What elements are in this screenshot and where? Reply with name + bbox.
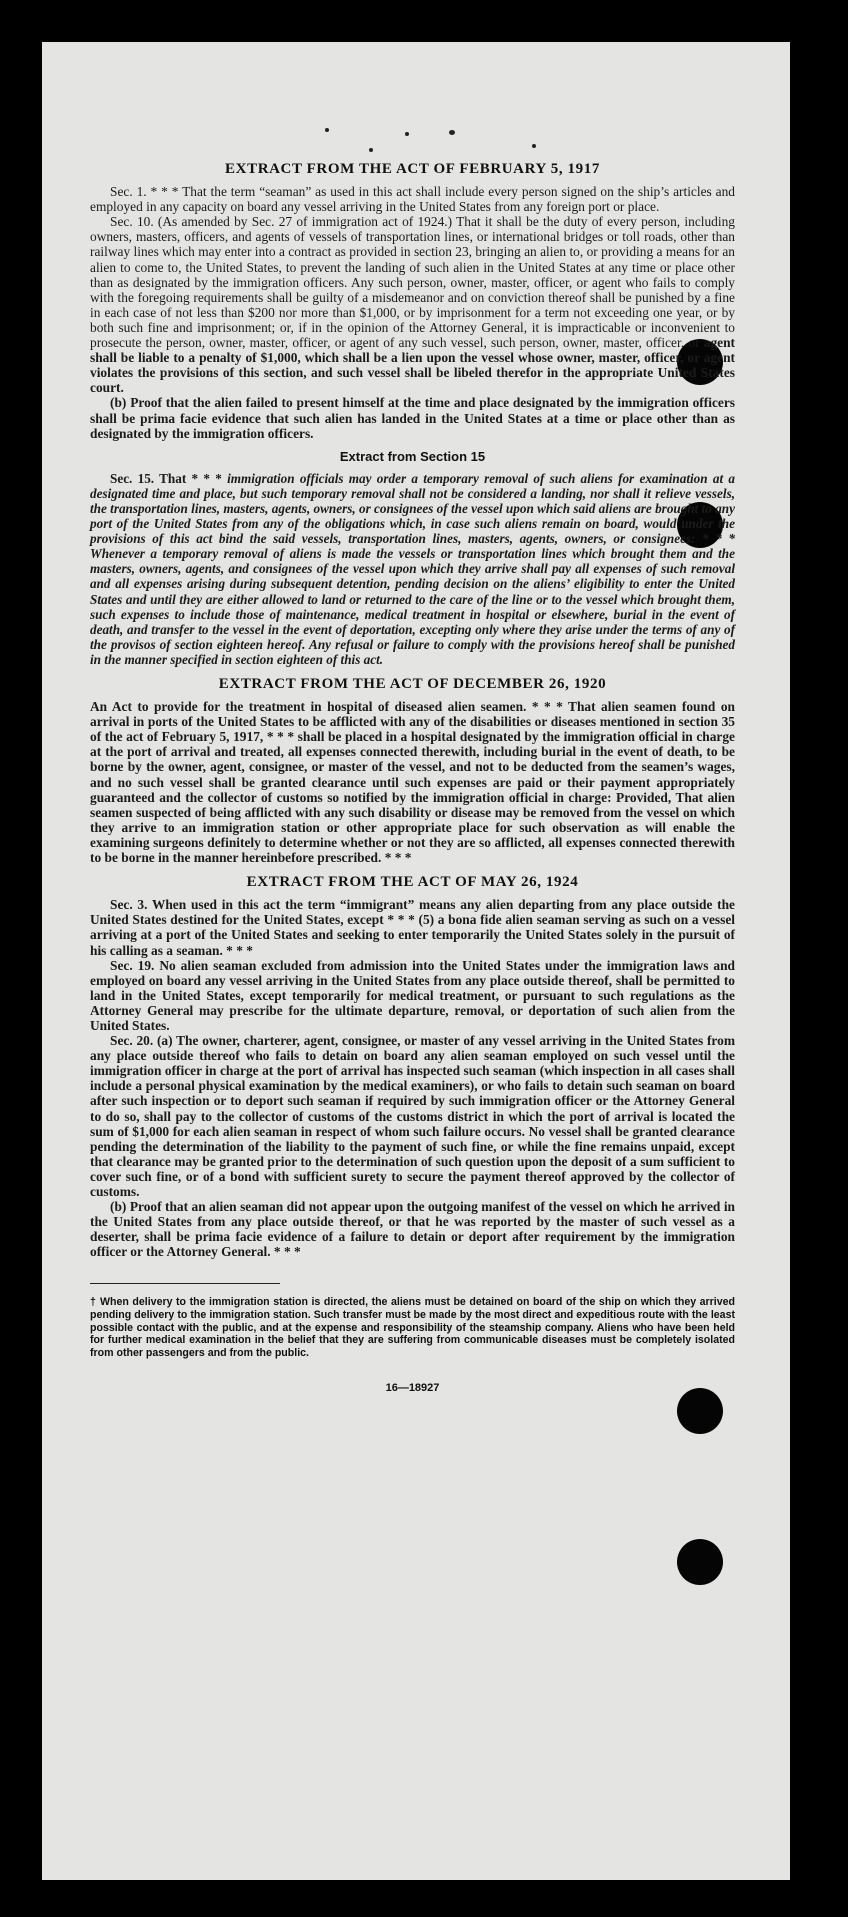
- footnote: † When delivery to the immigration station is directed, the aliens must be detained on board of the ship on which they arrived pending delivery to the immigration station. Such transfer must be made by the most direct and expeditious route with the least possible contact with the public, and at the expense and responsibility of the steamship company. Aliens who have been held for further medical examination in the belief that they are suffering from communicable diseases must be completely isolated from other passengers and from the public.: [90, 1296, 735, 1359]
- print-speck: [405, 132, 409, 136]
- footnote-divider: [90, 1283, 280, 1284]
- document-body: [90, 158, 735, 1397]
- punch-hole-4: [677, 1539, 723, 1585]
- section-15-paragraph: [90, 471, 735, 667]
- section-3-1924-paragraph: Sec. 3. When used in this act the term “immigrant” means any alien departing from any place outside the United States destined for the United States, except * * * (5) a bona fide alien seaman serving as such on a vessel arriving at a port of the United States and seeking to enter temporarily the United States solely in the pursuit of his calling as a seaman. * * *: [90, 897, 735, 958]
- section-15-lead: Sec. 15. That * * *: [110, 470, 222, 486]
- heading-section-15: Extract from Section 15: [339, 448, 486, 464]
- section-19-1924-paragraph: Sec. 19. No alien seaman excluded from admission into the United States under the immigration laws and employed on board any vessel arriving in the United States from any place outside thereof, shall be permitted to land in the United States, except temporarily for medical treatment, or pursuant to such regulations as the Attorney General may prescribe for the ultimate departure, removal, or deportation of such alien from the United States.: [90, 957, 735, 1033]
- form-number: 16—18927: [385, 1382, 440, 1395]
- heading-act-1920: EXTRACT FROM THE ACT OF DECEMBER 26, 1920: [218, 676, 607, 692]
- print-speck: [449, 130, 455, 135]
- print-speck: [369, 148, 373, 152]
- section-20a-1924-paragraph: Sec. 20. (a) The owner, charterer, agent, consignee, or master of any vessel arriving in the United States from any place outside thereof who fails to detain on board any alien seaman employed on such vessel until the immigration officer in charge at the port of arrival has inspected such seaman (which inspection in all cases shall include a personal physical examination by the medical examiners), or who fails to detain such seaman on board after such inspection or to deport such seaman if required by such immigration officer or the Attorney General to do so, shall pay to the collector of customs of the customs district in which the port of arrival is located the sum of $1,000 for each alien seaman in respect of whom such failure occurs. No vessel shall be granted clearance pending the determination of the liability to the payment of such fine, or while the fine remains unpaid, except that clearance may be granted prior to the determination of such question upon the deposit of a sum sufficient to cover such fine, or of a bond with sufficient surety to secure the payment thereof approved by the collector of customs.: [90, 1033, 735, 1199]
- print-speck: [325, 128, 329, 132]
- section-20b-1924-paragraph: (b) Proof that an alien seaman did not appear upon the outgoing manifest of the vessel on which he arrived in the United States from any place outside thereof, or that he was reported by the master of such vessel as a deserter, shall be prima facie evidence of a failure to detain or deport after requirement by the immigration officer or the Attorney General. * * *: [90, 1199, 735, 1260]
- section-15-text: immigration officials may order a temporary removal of such aliens for examination at a designated time and place, but such temporary removal shall not be considered a landing, nor shall it relieve vessels, the transportation lines, masters, agents, owners, or consignees of the vessel upon which said aliens are brought to any port of the United States from any of the obligations which, in case such aliens remain on board, would under the provisions of this act bind the said vessels, transportation lines, masters, agents, owners, or consignees: * * * Whenever a temporary removal of aliens is made the vessels or transportation lines which brought them and the masters, owners, agents, and consignees of the vessel upon which they arrive shall pay all expenses of such removal and all expenses arising during subsequent detention, pending decision on the aliens’ eligibility to enter the United States and until they are either allowed to land or returned to the care of the line or to the vessel which brought them, such expenses to include those of maintenance, medical treatment in hospital or elsewhere, burial in the event of death, and transfer to the vessel in the event of deportation, excepting only where they arise under the terms of any of the provisos of section eighteen hereof. Any refusal or failure to comply with the provisions hereof shall be punished in the manner specified in section eighteen of this act.: [90, 470, 735, 667]
- section-10-text: Sec. 10. (As amended by Sec. 27 of immigration act of 1924.) That it shall be the duty of every person, including owners, masters, officers, and agents of vessels of transportation lines, or international bridges or toll roads, other than railway lines which may enter into a contract as provided in section 23, bringing an alien to, or providing a means for an alien to come to, the United States, to prevent the landing of such alien in the United States at any time or place other than as designated by the immigration officers. Any such person, owner, master, officer, or agent who fails to comply with the foregoing requirements shall be guilty of a misdemeanor and on conviction thereof shall be punished by a fine in each case of not less than $200 nor more than $1,000, or by imprisonment for a term not exceeding one year, or by both such fine and imprisonment; or, if in the opinion of the Attorney General, it is impracticable or inconvenient to prosecute the person, owner, master, officer, or agent of any such vessel, such person, owner, master, officer, or: [90, 214, 735, 351]
- section-10-b-paragraph: (b) Proof that the alien failed to present himself at the time and place designated by the immigration officers shall be prima facie evidence that such alien has landed in the United States at a time or place other than as designated by the immigration officers.: [90, 395, 735, 441]
- section-10-paragraph: [90, 214, 735, 395]
- heading-act-1917: EXTRACT FROM THE ACT OF FEBRUARY 5, 1917: [225, 161, 600, 177]
- section-10-penalty-text: agent shall be liable to a penalty of $1,000, which shall be a lien upon the vessel whose owner, master, officer, or agent violates the provisions of this section, and such vessel shall be libeled therefor in the appropriate United States court.: [90, 335, 735, 396]
- heading-act-1924: EXTRACT FROM THE ACT OF MAY 26, 1924: [246, 874, 579, 891]
- act-1920-paragraph: An Act to provide for the treatment in hospital of diseased alien seamen. * * * That alien seamen found on arrival in ports of the United States to be afflicted with any of the disabilities or diseases mentioned in section 35 of the act of February 5, 1917, * * * shall be placed in a hospital designated by the immigration official in charge at the port of arrival and treated, all expenses connected therewith, including burial in the event of death, to be borne by the owner, agent, consignee, or master of the vessel, and not to be deducted from the seamen’s wages, and no such vessel shall be granted clearance until such expenses are paid or their payment appropriately guaranteed and the collector of customs so notified by the immigration official in charge: Provided, That alien seamen suspected of being afflicted with any such disability or disease may be removed from the vessel on which they arrive to an immigration station or other appropriate place for such observation as will enable the examining surgeons definitely to determine whether or not they are so afflicted, all expenses connected therewith to be borne in the manner hereinbefore prescribed. * * *: [90, 699, 735, 866]
- section-1-paragraph: Sec. 1. * * * That the term “seaman” as used in this act shall include every person signed on the ship’s articles and employed in any capacity on board any vessel arriving in the United States from any foreign port or place.: [90, 184, 735, 215]
- print-speck: [532, 144, 536, 148]
